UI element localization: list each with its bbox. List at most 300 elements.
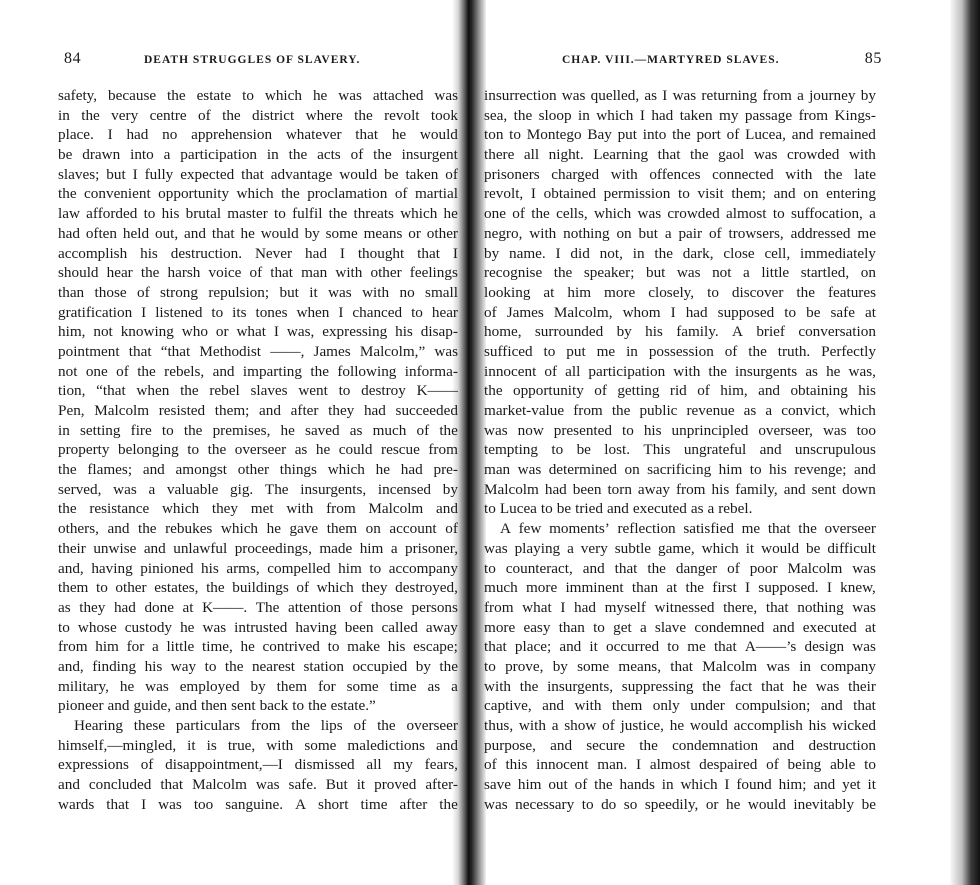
word: prisoner,	[405, 539, 458, 557]
word: of	[484, 303, 497, 321]
word: at	[182, 598, 194, 616]
word: A	[295, 795, 307, 813]
word: these	[133, 717, 166, 734]
word: the	[222, 106, 241, 124]
word: thus,	[484, 717, 514, 734]
word: Kings-	[834, 106, 876, 124]
text-line	[58, 696, 458, 716]
word: executed	[632, 500, 687, 518]
word: afforded	[86, 205, 138, 223]
word: immediately	[799, 244, 876, 262]
word: of	[394, 185, 408, 203]
word: had	[574, 598, 596, 616]
word: means	[363, 224, 403, 242]
word: I	[452, 244, 458, 262]
word: offences	[649, 165, 701, 183]
word: at	[865, 618, 876, 636]
word: too	[193, 795, 214, 813]
word: estate.”	[330, 697, 376, 715]
word: “that	[160, 342, 191, 360]
word: buildings	[232, 579, 289, 597]
word: of	[766, 756, 779, 774]
word: overseer	[824, 520, 876, 538]
word: sent	[811, 480, 837, 498]
word: but	[638, 224, 658, 242]
word: was	[517, 461, 542, 479]
word: it	[745, 539, 755, 557]
word: them	[611, 697, 643, 715]
word: suppressing	[621, 677, 694, 695]
text-line	[484, 106, 876, 126]
word: the	[748, 342, 767, 360]
word: my	[393, 756, 413, 774]
word: taken	[405, 165, 439, 183]
word: I	[530, 185, 536, 203]
right-page-number: 85	[864, 50, 882, 67]
word: the	[81, 106, 100, 124]
word: almost	[649, 756, 691, 774]
text-line	[484, 125, 876, 145]
word: his	[201, 559, 219, 577]
word: with	[610, 165, 638, 183]
text-line	[58, 401, 458, 421]
word: I	[826, 579, 832, 597]
text-line	[484, 342, 876, 362]
word: did	[570, 244, 590, 262]
word: whatever	[285, 126, 342, 144]
word: that	[355, 126, 379, 144]
text-line	[484, 283, 876, 303]
word: overseer	[234, 441, 287, 459]
text-line	[58, 362, 458, 382]
word: that	[211, 224, 235, 242]
left-running-title: DEATH STRUGGLES OF SLAVERY.	[144, 54, 361, 66]
word: which	[316, 579, 354, 597]
word: features	[827, 283, 876, 301]
word: would	[419, 126, 458, 144]
word: little	[761, 264, 790, 282]
word: succeeded	[395, 402, 458, 419]
word: had	[126, 126, 149, 144]
word: safe	[830, 303, 855, 321]
text-line	[58, 322, 458, 342]
word: into	[642, 126, 667, 144]
word: the	[594, 776, 613, 794]
word: his	[387, 638, 406, 656]
word: with	[518, 717, 546, 734]
text-line	[484, 204, 876, 224]
text-line	[484, 499, 876, 519]
word: the	[611, 402, 631, 419]
word: cells,	[556, 205, 588, 223]
word: and	[259, 402, 281, 419]
word: and	[772, 618, 795, 636]
word: disap-	[420, 323, 458, 341]
word: of	[512, 205, 525, 223]
word: overseer,	[758, 421, 813, 439]
word: had	[651, 106, 674, 124]
word: one	[484, 205, 506, 223]
word: guide,	[133, 697, 172, 715]
word: which	[161, 500, 200, 518]
text-line	[58, 263, 458, 283]
word: dark,	[682, 244, 714, 262]
word: rebels,	[164, 362, 205, 380]
word: to	[411, 303, 423, 321]
word: them;	[214, 402, 250, 419]
text-line	[58, 86, 458, 106]
word: custody	[124, 618, 173, 636]
word: in	[266, 146, 279, 164]
word: the	[639, 736, 658, 754]
text-line	[58, 125, 458, 145]
word: valuable	[166, 480, 219, 498]
word: would	[260, 224, 299, 242]
word: them	[326, 520, 358, 538]
word: put	[617, 126, 637, 144]
word: with	[266, 736, 294, 754]
word: his	[711, 480, 730, 498]
word: make	[347, 638, 381, 656]
word: with	[673, 362, 701, 380]
word: fact	[729, 677, 753, 695]
word: as	[427, 677, 441, 695]
word: the	[183, 421, 203, 439]
word: home,	[484, 323, 522, 341]
word: that	[106, 795, 130, 813]
word: after	[399, 795, 428, 813]
word: the	[288, 146, 308, 164]
word: its	[232, 303, 247, 321]
word: should	[58, 264, 99, 282]
word: him,	[720, 382, 748, 400]
word: his	[140, 244, 158, 262]
word: back	[259, 697, 289, 715]
word: and	[813, 776, 836, 794]
word: and	[758, 382, 781, 400]
word: arms,	[226, 559, 260, 577]
word: not	[93, 323, 113, 341]
word: pinioned	[140, 559, 194, 577]
word: expressing	[322, 323, 388, 341]
word: to	[338, 382, 351, 400]
word: unprincipled	[671, 421, 749, 439]
word: speaker;	[583, 264, 635, 282]
word: he	[669, 717, 685, 734]
word: counteract,	[505, 559, 573, 577]
word: which	[264, 87, 302, 104]
word: on	[860, 264, 876, 282]
word: served,	[58, 480, 102, 498]
word: him	[359, 539, 384, 557]
word: and	[559, 638, 582, 656]
left-page-number: 84	[64, 50, 82, 67]
word: is	[206, 736, 217, 754]
word: to	[551, 441, 564, 459]
word: fully	[144, 165, 174, 183]
word: I	[141, 795, 147, 813]
word: had	[400, 461, 423, 479]
word: time,	[202, 638, 233, 656]
word: captive,	[484, 697, 532, 715]
word: the	[484, 382, 503, 400]
text-line	[58, 499, 458, 519]
word: the	[647, 559, 666, 577]
word: with	[335, 264, 363, 282]
word: easy	[523, 618, 551, 636]
word: but	[106, 165, 126, 183]
word: thought	[357, 244, 405, 262]
text-line	[58, 145, 458, 165]
word: in	[58, 421, 70, 439]
word: to	[484, 657, 496, 675]
word: gave	[289, 520, 319, 538]
word: to	[593, 618, 605, 636]
text-line	[484, 696, 876, 716]
word: despaired	[699, 756, 758, 774]
text-line	[484, 460, 876, 480]
word: by	[415, 657, 431, 675]
word: not	[58, 362, 78, 380]
word: opportunity	[158, 185, 230, 203]
word: away	[425, 618, 458, 636]
word: place.	[58, 126, 94, 144]
word: to	[543, 342, 556, 360]
word: to	[161, 421, 174, 439]
word: Perfectly	[821, 342, 876, 360]
word: James	[313, 342, 351, 360]
word: Malcolm,”	[359, 342, 426, 360]
text-line	[484, 165, 876, 185]
word: brief	[756, 323, 785, 341]
word: things	[279, 461, 317, 479]
word: pair	[678, 224, 703, 242]
word: and	[212, 362, 235, 380]
word: to	[772, 205, 785, 223]
word: he	[240, 224, 255, 242]
word: from	[573, 402, 603, 419]
word: of	[136, 283, 150, 301]
word: short	[318, 795, 349, 813]
word: and	[175, 697, 197, 715]
word: in	[626, 342, 638, 360]
word: having	[91, 559, 133, 577]
word: other	[115, 579, 147, 597]
word: the	[167, 87, 186, 104]
word: with	[362, 283, 390, 301]
word: I	[724, 776, 730, 794]
word: proceedings,	[234, 539, 312, 557]
word: a	[390, 539, 398, 557]
word: sacrificing	[647, 461, 712, 479]
word: then	[200, 697, 228, 715]
word: was	[484, 539, 508, 557]
word: family.	[676, 323, 719, 341]
word: means,	[618, 657, 662, 675]
text-line	[484, 736, 876, 756]
word: him	[517, 776, 542, 794]
word: of	[708, 224, 722, 242]
word: Malcolm	[192, 776, 247, 794]
word: I	[560, 598, 566, 616]
text-line	[484, 401, 876, 421]
word: connected	[712, 165, 774, 183]
word: be	[861, 795, 876, 813]
word: by	[552, 657, 568, 675]
text-line	[484, 480, 876, 500]
word: that	[657, 146, 681, 164]
word: time	[360, 795, 388, 813]
word: from	[762, 87, 792, 104]
word: destroy	[361, 382, 406, 400]
text-line	[58, 755, 458, 775]
word: and	[853, 461, 876, 479]
word: save	[484, 776, 511, 794]
word: their	[848, 677, 876, 695]
word: by	[860, 87, 876, 104]
word: but	[645, 264, 666, 282]
word: tones	[255, 303, 288, 321]
word: of	[594, 382, 607, 400]
word: held	[122, 224, 150, 242]
word: with	[286, 500, 314, 518]
word: took	[430, 106, 458, 124]
word: was	[145, 677, 169, 695]
word: was	[255, 776, 280, 794]
word: to	[242, 87, 254, 104]
word: attention	[287, 598, 342, 616]
word: employed	[179, 677, 240, 695]
word: them	[276, 677, 308, 695]
word: went	[298, 382, 328, 400]
word: be	[576, 441, 591, 459]
word: and	[436, 500, 458, 518]
word: design	[804, 638, 845, 656]
word: unwise	[93, 539, 137, 557]
word: property	[58, 441, 110, 459]
text-line	[484, 303, 876, 323]
word: was	[815, 677, 840, 695]
word: to	[292, 697, 305, 715]
word: was	[852, 638, 876, 656]
word: and	[820, 697, 843, 715]
word: prisoners	[484, 165, 540, 183]
text-line	[484, 578, 876, 598]
word: his	[144, 657, 163, 675]
word: of	[140, 756, 154, 774]
word: they	[361, 579, 388, 597]
word: condemnation	[672, 736, 759, 754]
word: I	[273, 323, 279, 341]
text-line	[58, 716, 458, 736]
word: Never	[254, 244, 293, 262]
word: brutal	[185, 205, 222, 223]
word: prove,	[505, 657, 544, 675]
word: he	[240, 638, 255, 656]
text-line	[484, 440, 876, 460]
text-line	[484, 657, 876, 677]
word: there,	[723, 598, 758, 616]
word: on	[616, 224, 632, 242]
word: harsh	[167, 264, 201, 282]
word: finding	[92, 657, 137, 675]
text-line	[484, 755, 876, 775]
word: nearest	[251, 657, 295, 675]
word: safe.	[288, 776, 317, 794]
word: But	[325, 776, 348, 794]
word: to	[484, 500, 496, 518]
word: as	[644, 87, 658, 104]
word: to	[509, 126, 521, 144]
word: him	[718, 461, 743, 479]
word: purpose,	[484, 736, 536, 754]
word: informa-	[404, 362, 458, 380]
word: and	[582, 559, 605, 577]
word: they	[328, 402, 355, 419]
word: was	[822, 421, 847, 439]
word: necessary	[515, 795, 575, 813]
word: true,	[227, 736, 256, 754]
word: the	[796, 283, 815, 301]
word: playing	[514, 539, 561, 557]
word: which	[701, 539, 739, 557]
text-line	[58, 381, 458, 401]
word: proclamation	[307, 185, 388, 203]
word: the	[654, 244, 673, 262]
word: the	[206, 579, 225, 597]
word: yet	[842, 776, 861, 794]
word: as	[349, 421, 363, 439]
word: ——,	[270, 342, 305, 360]
word: was	[202, 618, 227, 636]
word: pointment	[58, 342, 120, 360]
word: I	[555, 244, 561, 262]
word: to	[327, 638, 340, 656]
word: James	[506, 303, 544, 321]
word: them;	[731, 185, 766, 203]
word: he	[312, 87, 328, 104]
word: had	[113, 598, 136, 616]
word: strong	[160, 283, 198, 301]
word: not,	[599, 244, 623, 262]
word: having	[295, 618, 337, 636]
word: others,	[58, 520, 99, 538]
word: crowded	[667, 205, 720, 223]
word: his	[769, 461, 787, 479]
word: as	[294, 441, 308, 459]
word: secure	[586, 736, 626, 754]
left-page	[58, 0, 458, 885]
word: of	[724, 342, 738, 360]
word: passage	[744, 106, 793, 124]
word: unscrupulous	[794, 441, 876, 459]
word: very	[111, 106, 139, 124]
word: Malcolm	[484, 480, 539, 498]
word: disappointment,—I	[165, 756, 283, 774]
word: of	[697, 382, 710, 400]
word: entering	[826, 185, 876, 203]
word: he	[119, 677, 135, 695]
word: to	[369, 559, 382, 577]
word: rebel	[209, 382, 240, 400]
word: found	[736, 776, 772, 794]
word: put	[566, 342, 586, 360]
word: me	[741, 520, 761, 538]
word: the	[58, 185, 77, 203]
word: often	[85, 224, 118, 242]
word: from	[484, 598, 514, 616]
word: I	[744, 579, 751, 597]
